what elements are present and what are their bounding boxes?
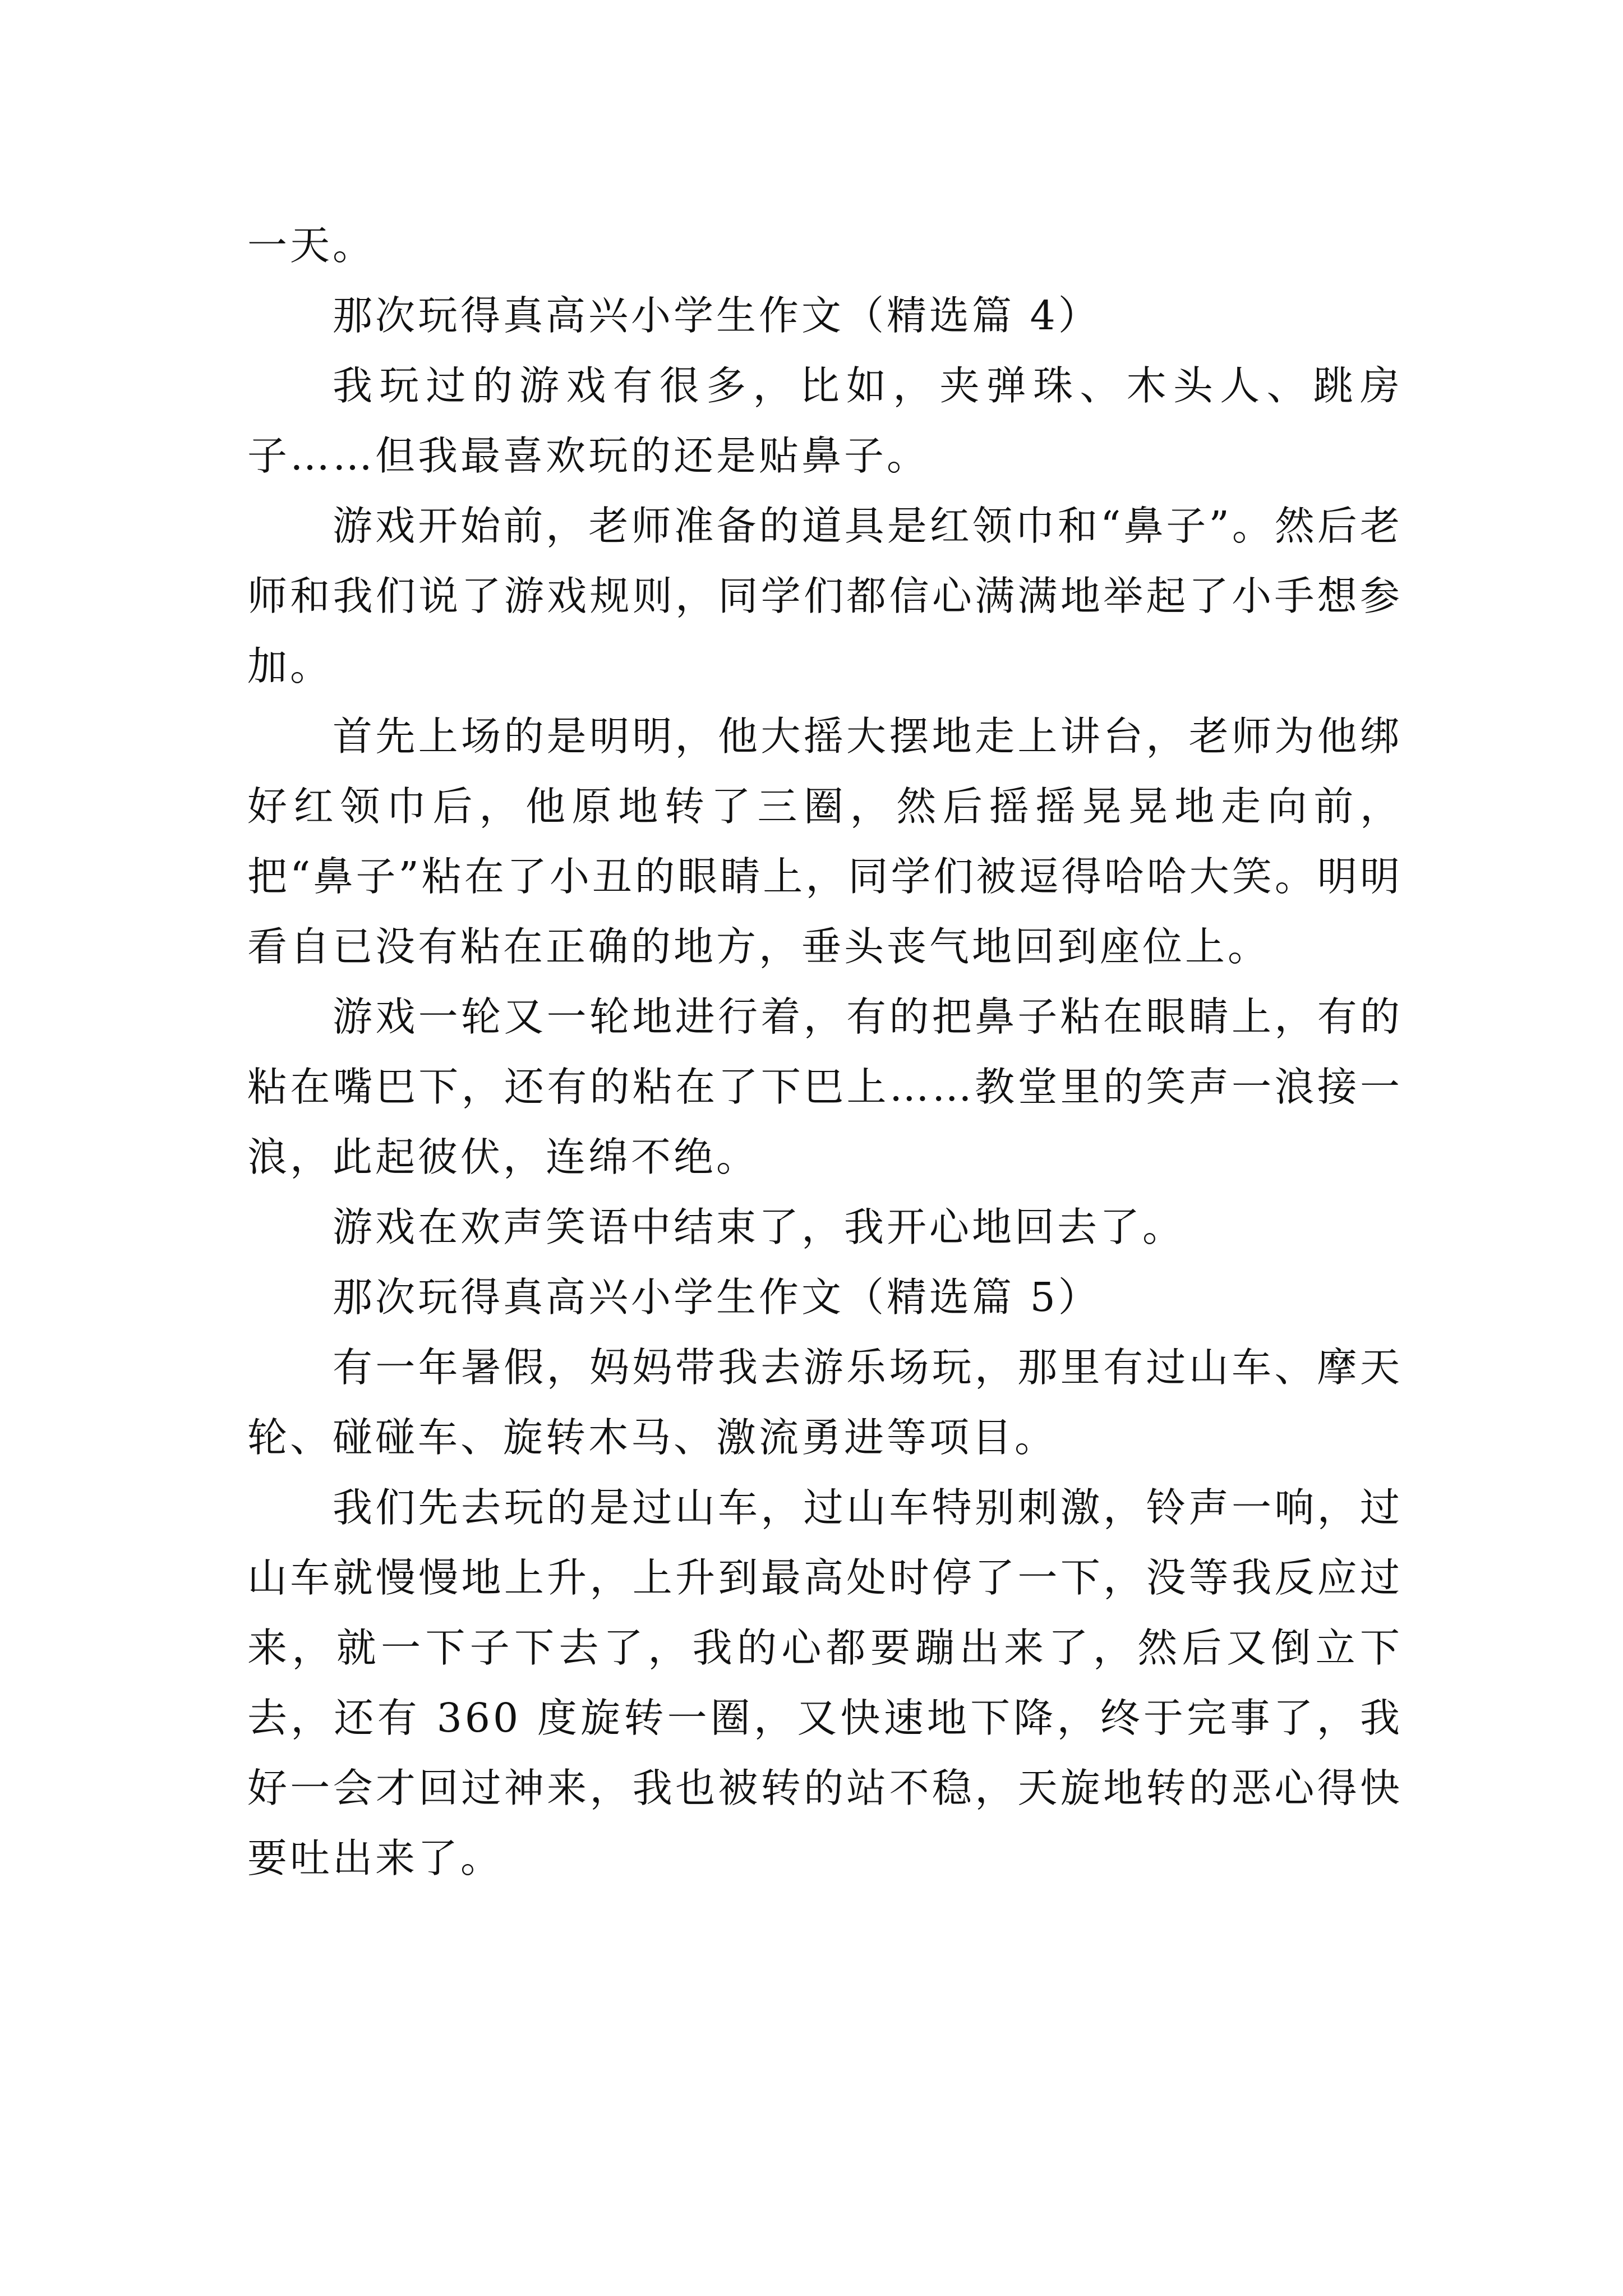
paragraph: 游戏在欢声笑语中结束了，我开心地回去了。 xyxy=(333,1204,1186,1250)
section-heading-5: 那次玩得真高兴小学生作文（精选篇 5） xyxy=(333,1274,1101,1320)
paragraph: 我们先去玩的是过山车，过山车特别刺激，铃声一响，过山车就慢慢地上升，上升到最高处时停了一下，没等我反应过来，就一下子下去了，我的心都要蹦出来了，然后又倒立下去，还有 360 度旋转一圈，又快速地下降，终于完事了，我好一会才回过神来，我也被转的站不稳，天旋地转的恶心得快要吐出来了。 xyxy=(247,1484,1403,1881)
paragraph-continuation: 一天。 xyxy=(247,222,376,269)
paragraph: 游戏开始前，老师准备的道具是红领巾和“鼻子”。然后老师和我们说了游戏规则，同学们都信心满满地举起了小手想参加。 xyxy=(247,503,1403,689)
paragraph: 有一年暑假，妈妈带我去游乐场玩，那里有过山车、摩天轮、碰碰车、旋转木马、激流勇进等项目。 xyxy=(247,1344,1403,1461)
document-body xyxy=(247,210,1403,1893)
section-heading-4: 那次玩得真高兴小学生作文（精选篇 4） xyxy=(333,292,1101,339)
paragraph: 我玩过的游戏有很多，比如，夹弹珠、木头人、跳房子……但我最喜欢玩的还是贴鼻子。 xyxy=(247,362,1403,479)
paragraph: 游戏一轮又一轮地进行着，有的把鼻子粘在眼睛上，有的粘在嘴巴下，还有的粘在了下巴上……教堂里的笑声一浪接一浪，此起彼伏，连绵不绝。 xyxy=(247,993,1403,1180)
paragraph: 首先上场的是明明，他大摇大摆地走上讲台，老师为他绑好红领巾后，他原地转了三圈，然后摇摇晃晃地走向前，把“鼻子”粘在了小丑的眼睛上，同学们被逗得哈哈大笑。明明看自已没有粘在正确的地方，垂头丧气地回到座位上。 xyxy=(247,713,1403,970)
